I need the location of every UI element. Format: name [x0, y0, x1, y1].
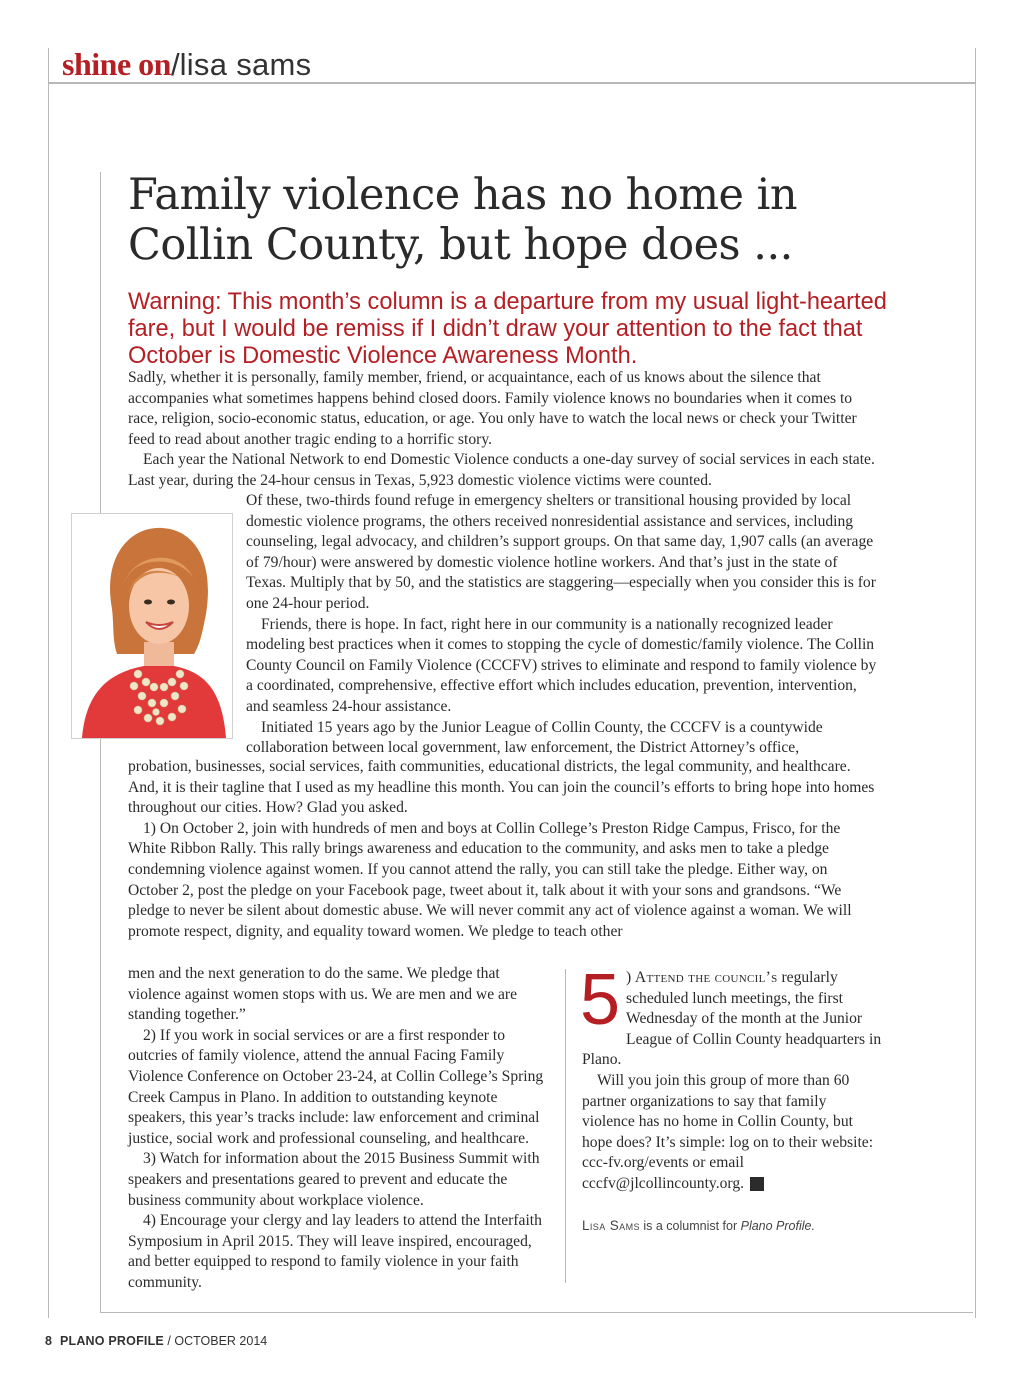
page-number: 8 — [45, 1334, 52, 1348]
paragraph-3: Friends, there is hope. In fact, right here in our community is a nationally recognized leader modeling best practices when it comes to stopping the cycle of domestic/family violence. The Collin County Council on Family Violence (CCCFV) strives to eliminate and respond to family violence by a coordinated, comprehensive, effective effort which includes education, prevention, intervention, and seamless 24-hour assistance. — [246, 615, 877, 715]
page-left-rule — [48, 48, 49, 1318]
paragraph-10-text: Will you join this group of more than 60 partner organizations to say that family violence has no home in Collin County, but hope does? It’s simple: log on to their website: ccc-fv.org/events or email cccfv@jlcollincounty.org. — [582, 1071, 874, 1192]
paragraph-5: 1) On October 2, join with hundreds of men and boys at Collin College’s Preston Ridge Campus, Frisco, for the White Ribbon Rally. This rally brings awareness and education to the community, and asks men to take a pledge condemning violence against women. If you cannot attend the rally, you can still take the pledge. Either way, on October 2, post the pledge on your Facebook page, tweet about it, talk about it with your sons and grandsons. “We pledge to never be silent about domestic abuse. We will never commit any act of violence against a woman. We will promote respect, dignity, and equality toward women. We pledge to teach other — [128, 819, 852, 940]
plano-profile-end-mark-icon: p — [750, 1177, 764, 1191]
paragraph-9 — [580, 960, 882, 1071]
article-deck: Warning: This month’s column is a departure from my usual light-hearted fare, but I would be remiss if I didn’t draw your attention to the fact that October is Domestic Violence Awareness Month. — [128, 289, 887, 369]
portrait-illustration — [72, 514, 232, 738]
issue-date: / OCTOBER 2014 — [163, 1334, 268, 1348]
drop-cap: 5 — [580, 960, 621, 1040]
author-bio — [582, 1218, 882, 1233]
left-column — [128, 964, 544, 1294]
article-bottom-rule — [100, 1312, 973, 1313]
page-footer — [45, 1334, 445, 1348]
paragraph-4-continued: probation, businesses, social services, faith communities, educational districts, the legal community, and healthcare. And, it is their tagline that I used as my headline this month. You can join the council’s efforts to bring hope into homes throughout our cities. How? Glad you asked. — [128, 758, 875, 817]
page-right-rule — [975, 48, 976, 1318]
column-header — [62, 44, 962, 84]
paragraph-5-continued: men and the next generation to do the same. We pledge that violence against women stops with us. We are men and we are standing together.” — [128, 965, 518, 1024]
paragraph-9-text: regularly scheduled lunch meetings, the first Wednesday of the month at the Junior League of Collin County headquarters in Plano. — [582, 969, 882, 1069]
paragraph-2: Each year the National Network to end Domestic Violence conducts a one-day survey of social services in each state. Last year, during the 24-hour census in Texas, 5,923 domestic violence victims were counted. — [128, 451, 875, 489]
bio-name: Lisa Sams — [582, 1218, 640, 1233]
paragraph-2-continued: Of these, two-thirds found refuge in emergency shelters or transitional housing provided by local domestic violence programs, the others received nonresidential assistance and services, including counseling, legal advocacy, and children’s support groups. On that same day, 1,907 calls (an average of 79/hour) were answered by domestic violence hotline workers. And that’s just in the state of Texas. Multiply that by 50, and the statistics are staggering—especially when you consider this is for one 24-hour period. — [246, 492, 876, 612]
header-rule — [48, 82, 976, 84]
bio-text: is a columnist for — [639, 1219, 741, 1233]
body-top — [128, 368, 880, 492]
paragraph-8: 4) Encourage your clergy and lay leaders to attend the Interfaith Symposium in April 2015. They will leave inspired, encouraged, and better equipped to respond to family violence in your faith community. — [128, 1212, 542, 1291]
article-left-rule — [100, 172, 101, 1312]
column-brand: shine on — [62, 46, 171, 82]
paragraph-4-start: Initiated 15 years ago by the Junior League of Collin County, the CCCFV is a countywide collaboration between local government, law enforcement, the District Attorney’s office, — [246, 718, 823, 757]
column-author: lisa sams — [179, 47, 312, 82]
magazine-name: PLANO PROFILE — [59, 1334, 164, 1348]
paragraph-10 — [582, 1071, 882, 1195]
paragraph-6: 2) If you work in social services or are a first responder to outcries of family violence, attend the annual Facing Family Violence Conference on October 23-24, at Collin College’s Spring Creek Campus in Plano. In addition to outstanding keynote speakers, this year’s tracks include: law enforcement and criminal justice, social work and professional counseling, and healthcare. — [128, 1026, 544, 1147]
body-wrap-photo — [246, 491, 880, 759]
paragraph-1: Sadly, whether it is personally, family member, friend, or acquaintance, each of us knows about the silence that accompanies what sometimes happens behind closed doors. Family violence knows no boundaries when it comes to race, religion, socio-economic status, education, or age. You only have to watch the local news or check your Twitter feed to read about another tragic ending to a horrific story. — [128, 369, 857, 448]
header-slash: / — [170, 47, 180, 82]
bio-publication: Plano Profile. — [740, 1219, 815, 1233]
body-full-width — [128, 757, 880, 942]
headline-line-2: Collin County, but hope does ... — [128, 220, 793, 270]
right-column — [580, 960, 882, 1195]
paragraph-7: 3) Watch for information about the 2015 Business Summit with speakers and presentations geared to prevent and educate the business community about workplace violence. — [128, 1150, 540, 1209]
author-portrait-photo — [71, 513, 233, 739]
column-divider — [565, 969, 566, 1283]
headline-line-1: Family violence has no home in — [128, 170, 798, 220]
paragraph-9-smallcaps: ) Attend the council’s — [626, 969, 778, 986]
article-headline — [128, 170, 948, 270]
